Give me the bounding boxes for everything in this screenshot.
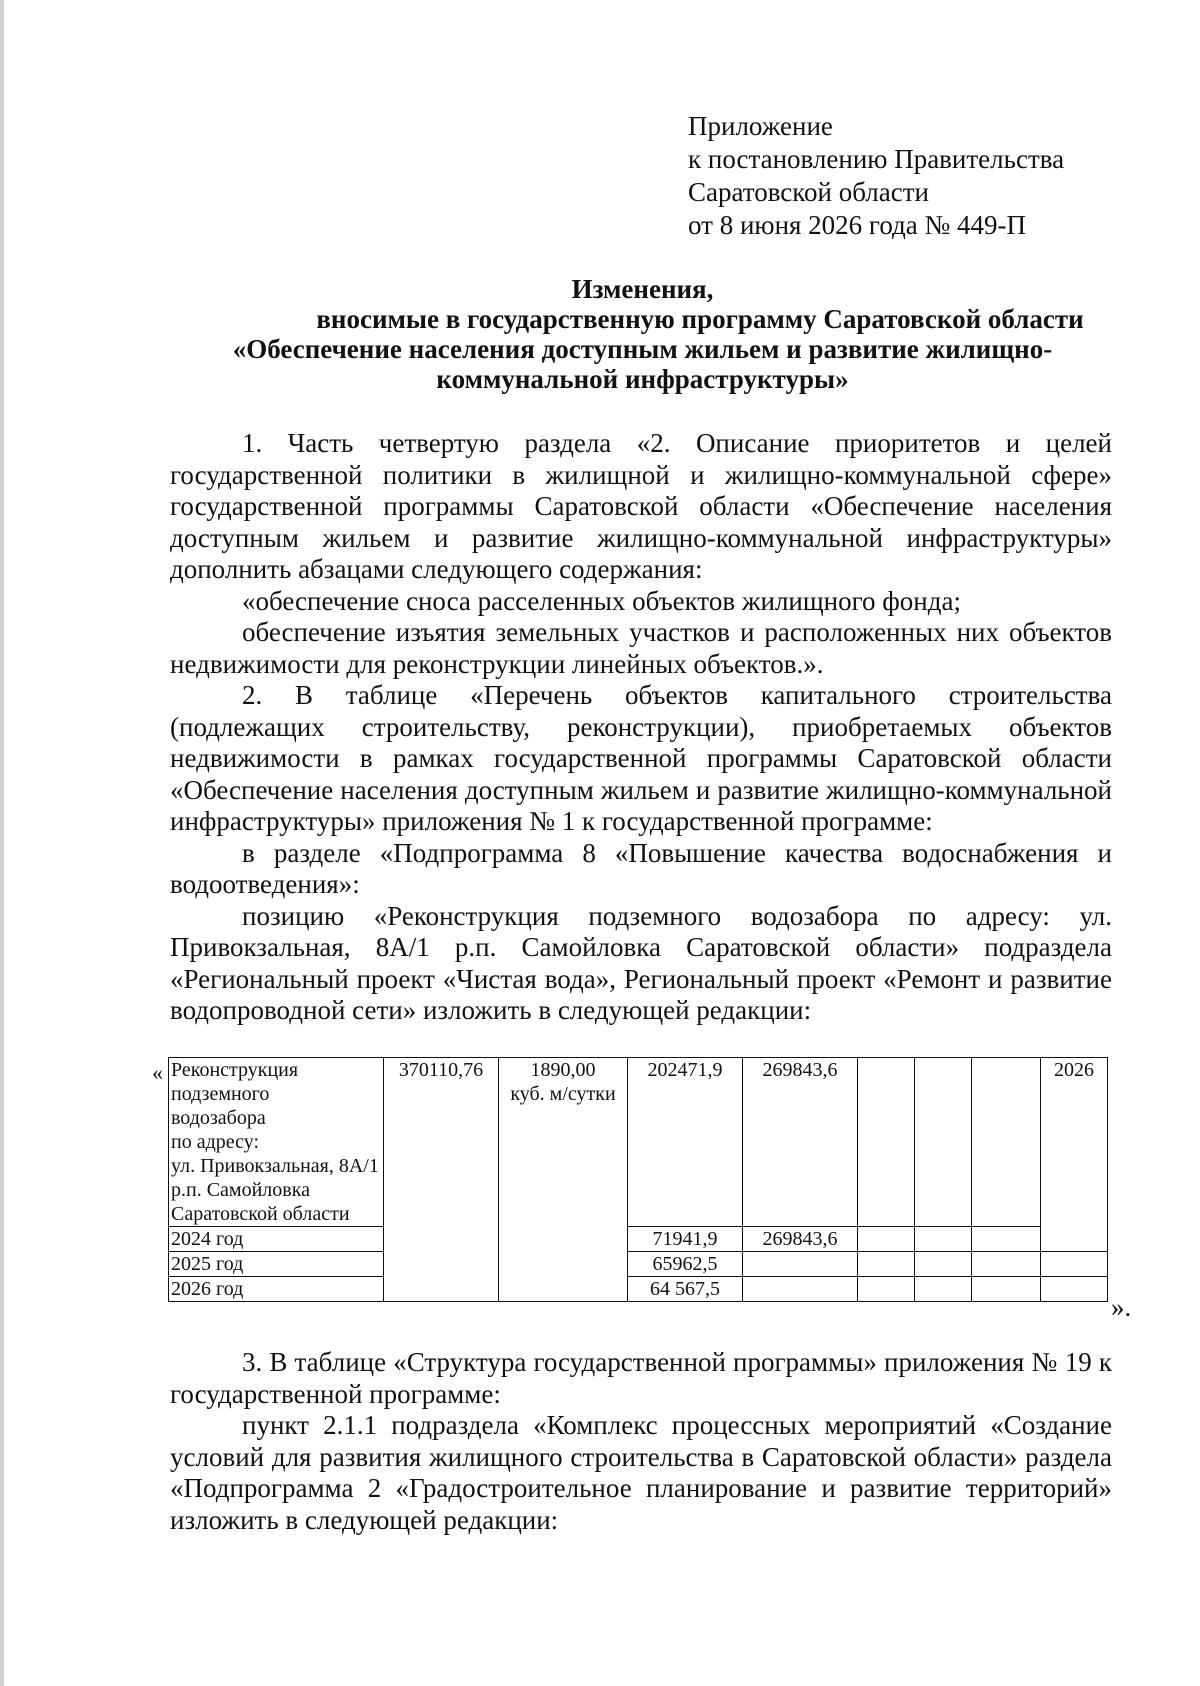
paragraph: пункт 2.1.1 подраздела «Комплекс процессных мероприятий «Создание условий для развития жилищного строительства в Саратовской области» раздела «Подпрограмма 2 «Градостроительное планирование и развитие территорий» изложить в следующей редакции: xyxy=(170,1410,1112,1535)
paragraph: в разделе «Подпрограмма 8 «Повышение качества водоснабжения и водоотведения»: xyxy=(170,837,1112,899)
empty-cell xyxy=(858,1227,915,1252)
empty-cell xyxy=(915,1252,972,1277)
empty-cell xyxy=(972,1227,1041,1252)
table-row xyxy=(169,1252,1108,1277)
year-col4-cell: 71941,9 xyxy=(628,1227,743,1252)
body-text-upper xyxy=(170,428,1112,1027)
empty-cell xyxy=(972,1277,1041,1302)
title-line: Изменения, xyxy=(571,274,714,304)
appendix-line: к постановлению Правительства xyxy=(688,144,1065,174)
empty-cell xyxy=(858,1252,915,1277)
year-label-cell: 2026 год xyxy=(169,1277,384,1302)
empty-cell xyxy=(915,1227,972,1252)
object-table xyxy=(168,1057,1108,1302)
object-line: Саратовской области xyxy=(171,1203,350,1225)
year-col5-cell xyxy=(743,1252,858,1277)
total-col4-cell: 202471,9 xyxy=(628,1058,743,1227)
paragraph: 3. В таблице «Структура государственной программы» приложения № 19 к государственной программе: xyxy=(170,1347,1112,1409)
empty-cell xyxy=(915,1277,972,1302)
empty-cell xyxy=(858,1277,915,1302)
empty-cell xyxy=(972,1252,1041,1277)
year-end-cell: 2026 xyxy=(1041,1058,1108,1252)
paragraph: обеспечение изъятия земельных участков и расположенных них объектов недвижимости для реконструкции линейных объектов.». xyxy=(170,617,1112,679)
capacity-cell xyxy=(499,1058,628,1302)
year-col4-cell: 64 567,5 xyxy=(628,1277,743,1302)
table-row xyxy=(169,1277,1108,1302)
empty-cell xyxy=(1041,1277,1108,1302)
empty-cell xyxy=(858,1058,915,1227)
paragraph: «обеспечение сноса расселенных объектов жилищного фонда; xyxy=(242,585,961,616)
title-line: коммунальной инфраструктуры» xyxy=(436,364,849,394)
object-line: водозабора xyxy=(171,1107,266,1129)
paragraph: 2. В таблице «Перечень объектов капитального строительства (подлежащих строительству, реконструкции), приобретаемых объектов недвижимости в рамках государственной программы Саратовской области «Обеспечение населения доступным жильем и развитие жилищно-коммунальной инфраструктуры» приложения № 1 к государственной программе: xyxy=(170,680,1112,836)
empty-cell xyxy=(972,1058,1041,1227)
table-row xyxy=(169,1058,1108,1227)
capacity-line: 1890,00 xyxy=(530,1059,596,1081)
title-line: вносимые в государственную программу Саратовской области xyxy=(316,304,1084,334)
paragraph: 1. Часть четвертую раздела «2. Описание приоритетов и целей государственной политики в жилищной и жилищно-коммунальной сфере» государственной программы Саратовской области «Обеспечение населения доступным жильем и развитие жилищно-коммунальной инфраструктуры» дополнить абзацами следующего содержания: xyxy=(170,428,1112,584)
object-line: Реконструкция xyxy=(171,1059,299,1081)
object-name-cell xyxy=(169,1058,384,1227)
document-title xyxy=(170,274,1115,394)
year-label-cell: 2024 год xyxy=(169,1227,384,1252)
table-row xyxy=(169,1227,1108,1252)
table-wrapper xyxy=(168,1057,1108,1302)
cost-cell: 370110,76 xyxy=(384,1058,499,1302)
year-col5-cell: 269843,6 xyxy=(743,1227,858,1252)
scan-edge xyxy=(0,0,4,1686)
empty-cell xyxy=(915,1058,972,1227)
paragraph: позицию «Реконструкция подземного водозабора по адресу: ул. Привокзальная, 8А/1 р.п. Самойловка Саратовской области» подраздела «Региональный проект «Чистая вода», Региональный проект «Ремонт и развитие водопроводной сети» изложить в следующей редакции: xyxy=(170,900,1112,1025)
total-col5-cell: 269843,6 xyxy=(743,1058,858,1227)
table-quote-open: « xyxy=(152,1060,163,1085)
title-line: «Обеспечение населения доступным жильем и развитие жилищно- xyxy=(232,334,1053,364)
appendix-line: Саратовской области xyxy=(688,177,929,207)
year-label-cell: 2025 год xyxy=(169,1252,384,1277)
appendix-line: от 8 июня 2026 года № 449-П xyxy=(688,210,1027,240)
year-col5-cell xyxy=(743,1277,858,1302)
table-quote-close: ». xyxy=(1111,1292,1132,1322)
object-line: по адресу: xyxy=(171,1131,260,1153)
year-col4-cell: 65962,5 xyxy=(628,1252,743,1277)
object-line: ул. Привокзальная, 8А/1 xyxy=(171,1155,379,1177)
object-line: р.п. Самойловка xyxy=(171,1179,310,1201)
body-text-lower xyxy=(170,1347,1112,1536)
appendix-line: Приложение xyxy=(688,111,833,141)
object-line: подземного xyxy=(171,1083,270,1105)
appendix-block xyxy=(688,110,1064,242)
empty-cell xyxy=(1041,1252,1108,1277)
capacity-line: куб. м/сутки xyxy=(510,1083,616,1105)
